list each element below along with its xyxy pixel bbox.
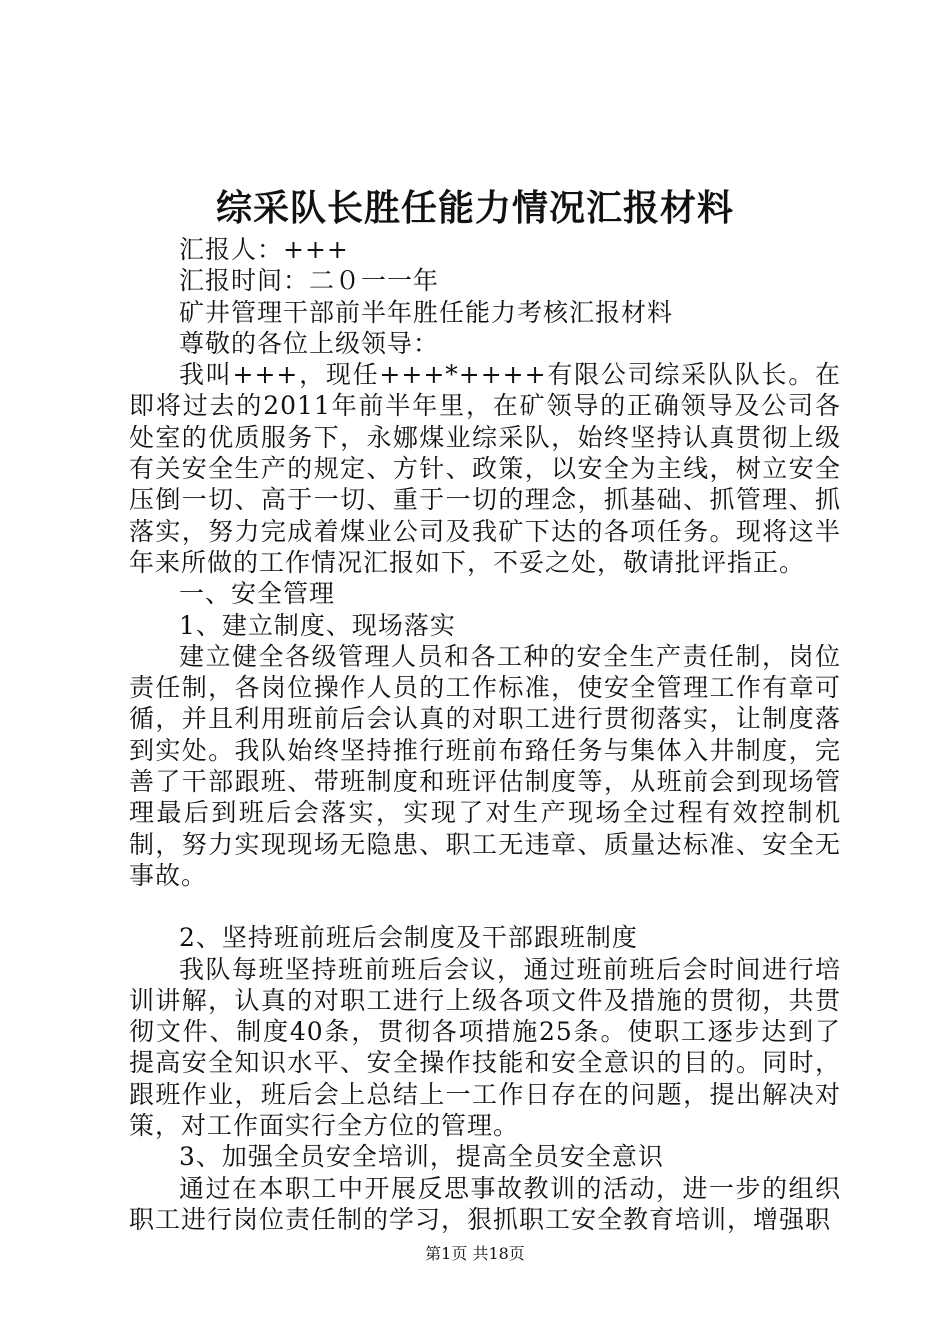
item2-paragraph: 我队每班坚持班前班后会议，通过班前班后会时间进行培训讲解，认真的对职工进行上级各项文件及措施的贯彻，共贯彻文件、制度40条，贯彻各项措施25条。使职工逐步达到了提高安全知识水平、安全操作技能和安全意识的目的。同时，跟班作业，班后会上总结上一工作日存在的问题，提出解决对策，对工作面实行全方位的管理。 [129, 954, 841, 1141]
document-body [129, 234, 841, 1235]
salutation-line: 尊敬的各位上级领导： [179, 328, 440, 358]
item3-heading: 3、加强全员安全培训，提高全员安全意识 [179, 1142, 664, 1172]
item1-heading: 1、建立制度、现场落实 [179, 610, 456, 640]
reporter-line: 汇报人：+++ [179, 235, 349, 264]
paragraph-gap [129, 891, 841, 922]
document-title: 综采队长胜任能力情况汇报材料 [215, 187, 734, 229]
item2-heading: 2、坚持班前班后会制度及干部跟班制度 [179, 923, 638, 953]
item3-paragraph: 通过在本职工中开展反思事故教训的活动，进一步的组织职工进行岗位责任制的学习，狠抓职工安全教育培训，增强职 [129, 1173, 841, 1234]
section1-heading: 一、安全管理 [179, 579, 336, 609]
item1-paragraph: 建立健全各级管理人员和各工种的安全生产责任制，岗位责任制，各岗位操作人员的工作标准，使安全管理工作有章可循，并且利用班前后会认真的对职工进行贯彻落实，让制度落到实处。我队始终坚持推行班前布臵任务与集体入井制度，完善了干部跟班、带班制度和班评估制度等，从班前会到现场管理最后到班后会落实，实现了对生产现场全过程有效控制机制，努力实现现场无隐患、职工无违章、质量达标准、安全无事故。 [129, 641, 841, 890]
page-footer: 第1页 共18页 [425, 1244, 525, 1263]
subtitle-line: 矿井管理干部前半年胜任能力考核汇报材料 [179, 297, 674, 327]
intro-paragraph: 我叫+++，现任+++*++++有限公司综采队队长。在即将过去的2011年前半年里，在矿领导的正确领导及公司各处室的优质服务下，永娜煤业综采队，始终坚持认真贯彻上级有关安全生产的规定、方针、政策，以安全为主线，树立安全压倒一切、高于一切、重于一切的理念，抓基础、抓管理、抓落实，努力完成着煤业公司及我矿下达的各项任务。现将这半年来所做的工作情况汇报如下，不妥之处，敬请批评指正。 [129, 360, 841, 577]
report-time-line: 汇报时间：二０一一年 [179, 266, 440, 296]
